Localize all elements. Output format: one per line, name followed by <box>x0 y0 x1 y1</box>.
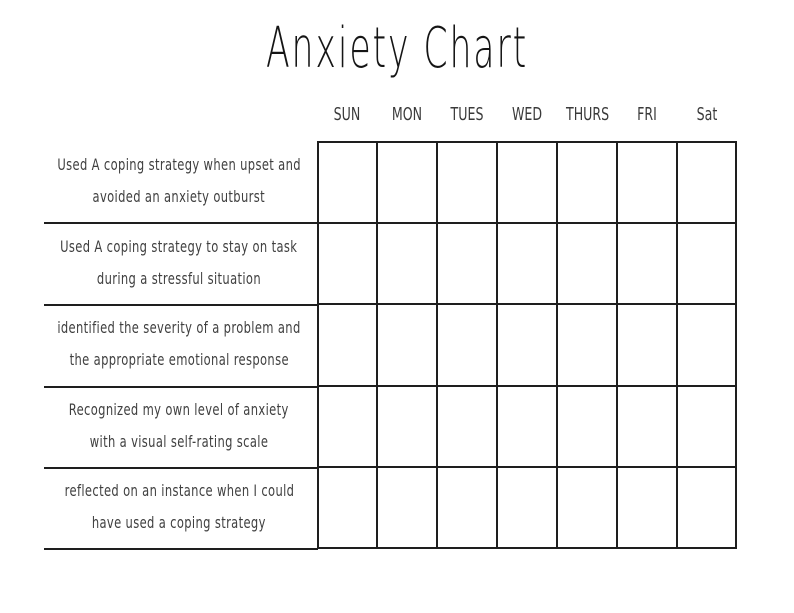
row-label-line: avoided an anxiety outburst <box>92 187 266 206</box>
row-label-1 <box>40 141 318 221</box>
grid-cell-row1-wed[interactable] <box>497 141 557 223</box>
grid-cell-row3-mon[interactable] <box>377 304 437 386</box>
grid-cell-row3-wed[interactable] <box>497 304 557 386</box>
grid-cell-row2-mon[interactable] <box>377 223 437 305</box>
grid-cell-row3-tues[interactable] <box>437 304 497 386</box>
row-label-line: identified the severity of a problem and <box>57 318 301 337</box>
grid-cell-row4-fri[interactable] <box>617 386 677 468</box>
grid-cell-row2-sun[interactable] <box>317 223 377 305</box>
row-divider <box>44 548 318 550</box>
grid-cell-row5-sun[interactable] <box>317 467 377 549</box>
grid-cell-row4-tues[interactable] <box>437 386 497 468</box>
row-label-line: reflected on an instance when I could <box>64 481 294 500</box>
row-label-line: during a stressful situation <box>96 269 262 288</box>
row-label-2 <box>40 223 318 303</box>
row-label-4 <box>40 386 318 466</box>
row-label-line: with a visual self-rating scale <box>89 432 269 451</box>
grid-cell-row5-fri[interactable] <box>617 467 677 549</box>
page-title: Anxiety Chart <box>265 16 529 81</box>
grid-cell-row4-wed[interactable] <box>497 386 557 468</box>
grid-cell-row3-thurs[interactable] <box>557 304 617 386</box>
day-header-sat: Sat <box>696 104 718 125</box>
grid-cell-row5-thurs[interactable] <box>557 467 617 549</box>
row-label-line: Used A coping strategy when upset and <box>57 155 301 174</box>
row-label-3 <box>40 304 318 384</box>
grid-cell-row2-thurs[interactable] <box>557 223 617 305</box>
day-header-thurs: THURS <box>566 104 610 125</box>
grid-cell-row3-fri[interactable] <box>617 304 677 386</box>
grid-cell-row1-tues[interactable] <box>437 141 497 223</box>
grid-cell-row4-sat[interactable] <box>677 386 737 468</box>
grid-cell-row1-sun[interactable] <box>317 141 377 223</box>
grid-cell-row1-sat[interactable] <box>677 141 737 223</box>
grid-cell-row1-fri[interactable] <box>617 141 677 223</box>
day-header-sun: SUN <box>333 104 361 125</box>
day-header-wed: WED <box>511 104 543 125</box>
grid-cell-row3-sun[interactable] <box>317 304 377 386</box>
grid-cell-row4-sun[interactable] <box>317 386 377 468</box>
tracking-grid <box>317 141 737 549</box>
grid-cell-row2-tues[interactable] <box>437 223 497 305</box>
grid-cell-row1-mon[interactable] <box>377 141 437 223</box>
grid-cell-row2-sat[interactable] <box>677 223 737 305</box>
row-label-line: Used A coping strategy to stay on task <box>60 237 298 256</box>
grid-cell-row4-thurs[interactable] <box>557 386 617 468</box>
grid-cell-row4-mon[interactable] <box>377 386 437 468</box>
grid-cell-row5-wed[interactable] <box>497 467 557 549</box>
grid-cell-row1-thurs[interactable] <box>557 141 617 223</box>
day-header-fri: FRI <box>637 104 657 125</box>
grid-cell-row2-fri[interactable] <box>617 223 677 305</box>
row-label-5 <box>40 467 318 547</box>
row-label-line: the appropriate emotional response <box>69 350 289 369</box>
day-header-mon: MON <box>391 104 423 125</box>
grid-cell-row2-wed[interactable] <box>497 223 557 305</box>
grid-cell-row5-tues[interactable] <box>437 467 497 549</box>
row-label-line: have used a coping strategy <box>92 513 266 532</box>
grid-cell-row3-sat[interactable] <box>677 304 737 386</box>
row-label-line: Recognized my own level of anxiety <box>69 400 289 419</box>
grid-cell-row5-mon[interactable] <box>377 467 437 549</box>
day-header-tues: TUES <box>450 104 484 125</box>
grid-cell-row5-sat[interactable] <box>677 467 737 549</box>
